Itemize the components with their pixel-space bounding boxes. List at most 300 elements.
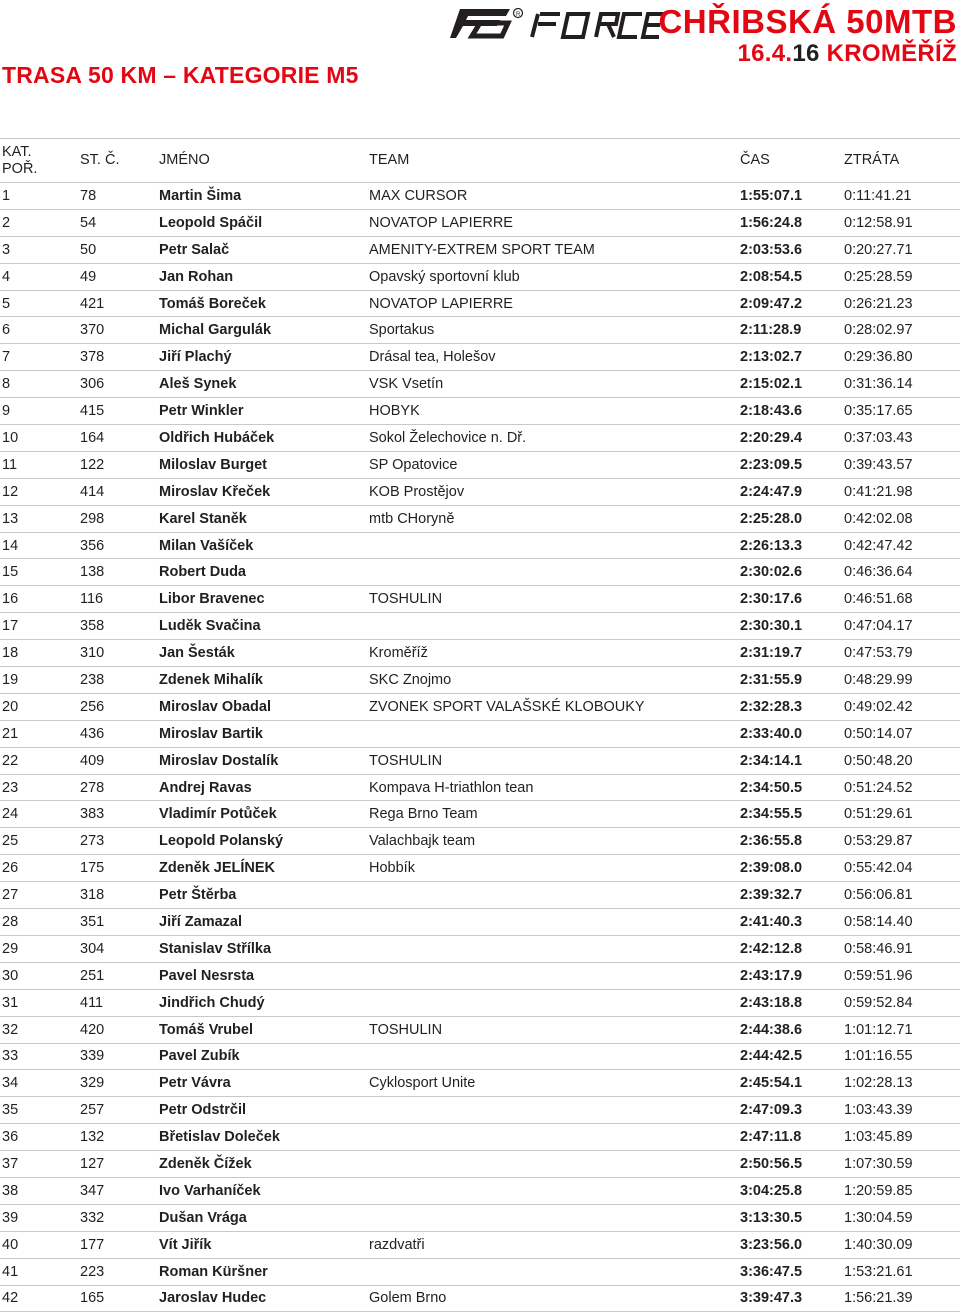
rider-name-cell: Libor Bravenec [159, 591, 265, 608]
rank-cell: 39 [2, 1209, 19, 1226]
rider-name-cell: Michal Gargulák [159, 322, 272, 339]
table-row [0, 801, 960, 828]
time-cell: 2:47:09.3 [740, 1102, 803, 1119]
team-cell: Opavský sportovní klub [369, 268, 520, 285]
team-cell [367, 909, 738, 936]
rank-cell: 42 [2, 1290, 19, 1307]
rider-name-cell: Petr Odstrčil [159, 1102, 247, 1119]
team-cell: razdvatři [369, 1236, 425, 1253]
start-number-cell: 329 [80, 1075, 105, 1092]
team-cell: Valachbajk team [369, 833, 476, 850]
team-cell [367, 1177, 738, 1204]
start-number-cell: 378 [80, 349, 105, 366]
time-cell: 2:39:32.7 [740, 887, 803, 904]
time-cell: 2:15:02.1 [740, 376, 803, 393]
team-cell: NOVATOP LAPIERRE [369, 295, 513, 312]
rider-name-cell: Petr Winkler [159, 403, 244, 420]
start-number-cell: 138 [80, 564, 105, 581]
start-number-cell: 238 [80, 671, 105, 688]
loss-cell: 1:01:12.71 [844, 1021, 913, 1038]
loss-cell: 0:53:29.87 [844, 833, 913, 850]
rank-cell: 23 [2, 779, 19, 796]
time-cell: 2:24:47.9 [740, 483, 803, 500]
loss-cell: 0:46:51.68 [844, 591, 913, 608]
rank-cell: 30 [2, 967, 19, 984]
table-row [0, 1124, 960, 1151]
start-number-cell: 310 [80, 645, 105, 662]
time-cell: 2:11:28.9 [740, 322, 802, 339]
start-number-cell: 49 [80, 268, 97, 285]
rider-name-cell: Jindřich Chudý [159, 994, 265, 1011]
rank-cell: 32 [2, 1021, 19, 1038]
time-cell: 2:41:40.3 [740, 913, 803, 930]
loss-cell: 1:07:30.59 [844, 1156, 913, 1172]
loss-cell: 0:59:52.84 [844, 994, 913, 1011]
event-date-place [737, 40, 957, 68]
start-number-cell: 304 [80, 940, 105, 957]
team-cell [367, 1258, 738, 1285]
rank-cell: 25 [2, 833, 19, 850]
loss-cell: 1:53:21.61 [844, 1263, 913, 1280]
event-date-day-month: 16.4. [737, 40, 793, 67]
loss-cell: 0:51:29.61 [844, 806, 913, 823]
table-row [0, 720, 960, 747]
loss-cell: 0:51:24.52 [844, 779, 913, 796]
rider-name-cell: Karel Staněk [159, 510, 247, 527]
rider-name-cell: Andrej Ravas [159, 779, 252, 796]
rider-name-cell: Petr Štěrba [159, 887, 237, 904]
team-cell: Drásal tea, Holešov [369, 349, 496, 366]
table-row [0, 1231, 960, 1258]
start-number-cell: 175 [80, 860, 105, 877]
rank-cell: 22 [2, 752, 19, 769]
loss-cell: 0:31:36.14 [844, 376, 913, 393]
time-cell: 2:47:11.8 [740, 1129, 802, 1146]
team-cell: SKC Znojmo [369, 671, 452, 688]
table-row [0, 1204, 960, 1231]
start-number-cell: 411 [80, 994, 104, 1011]
table-row [0, 613, 960, 640]
results-table [0, 138, 960, 1312]
table-header-row [0, 139, 960, 183]
team-cell: AMENITY-EXTREM SPORT TEAM [369, 241, 595, 258]
table-row [0, 586, 960, 613]
table-row [0, 1070, 960, 1097]
time-cell: 2:30:17.6 [740, 591, 803, 608]
loss-cell: 0:25:28.59 [844, 268, 913, 285]
rider-name-cell: Zdenek Mihalík [159, 671, 263, 688]
rank-cell: 11 [2, 456, 18, 473]
start-number-cell: 347 [80, 1182, 105, 1199]
loss-cell: 0:50:14.07 [844, 725, 913, 742]
time-cell: 2:03:53.6 [740, 241, 803, 258]
table-row [0, 1285, 960, 1312]
rider-name-cell: Tomáš Boreček [159, 295, 266, 312]
start-number-cell: 298 [80, 510, 105, 527]
rider-name-cell: Jaroslav Hudec [159, 1290, 267, 1307]
time-cell: 2:39:08.0 [740, 860, 803, 877]
team-cell [367, 962, 738, 989]
table-row [0, 962, 960, 989]
rank-cell: 26 [2, 860, 19, 877]
table-row [0, 505, 960, 532]
start-number-cell: 54 [80, 214, 97, 231]
table-row [0, 236, 960, 263]
team-cell: MAX CURSOR [369, 187, 468, 204]
team-cell: Rega Brno Team [369, 806, 478, 823]
time-cell: 2:08:54.5 [740, 268, 803, 285]
start-number-cell: 351 [80, 913, 105, 930]
rider-name-cell: Miloslav Burget [159, 456, 267, 473]
rank-cell: 29 [2, 940, 19, 957]
team-cell: Sportakus [369, 322, 435, 339]
column-header-number: ST. Č. [80, 152, 120, 168]
start-number-cell: 414 [80, 483, 105, 500]
rider-name-cell: Dušan Vrága [159, 1209, 247, 1226]
rank-cell: 10 [2, 429, 19, 446]
time-cell: 2:45:54.1 [740, 1075, 803, 1092]
loss-cell: 0:42:02.08 [844, 510, 913, 527]
start-number-cell: 318 [80, 887, 105, 904]
rider-name-cell: Miroslav Dostalík [159, 752, 279, 769]
loss-cell: 1:30:04.59 [844, 1209, 913, 1226]
loss-cell: 0:47:53.79 [844, 645, 913, 662]
loss-cell: 0:37:03.43 [844, 429, 913, 446]
column-header-time: ČAS [740, 152, 770, 168]
loss-cell: 0:55:42.04 [844, 860, 913, 877]
start-number-cell: 358 [80, 618, 105, 635]
loss-cell: 0:50:48.20 [844, 752, 913, 769]
rider-name-cell: Pavel Zubík [159, 1048, 240, 1065]
start-number-cell: 273 [80, 833, 105, 850]
start-number-cell: 420 [80, 1021, 105, 1038]
start-number-cell: 122 [80, 456, 105, 473]
table-row [0, 774, 960, 801]
rider-name-cell: Petr Salač [159, 241, 230, 258]
time-cell: 2:32:28.3 [740, 698, 803, 715]
event-date-year: 16 [792, 40, 820, 67]
rider-name-cell: Robert Duda [159, 564, 246, 581]
rank-cell: 7 [2, 349, 11, 366]
rider-name-cell: Leopold Spáčil [159, 214, 263, 231]
table-row [0, 398, 960, 425]
start-number-cell: 177 [80, 1236, 105, 1253]
team-cell: Cyklosport Unite [369, 1075, 476, 1092]
loss-cell: 0:12:58.91 [844, 214, 913, 231]
team-cell: mtb CHoryně [369, 510, 455, 527]
team-cell: Hobbík [369, 860, 415, 877]
loss-cell: 0:56:06.81 [844, 887, 913, 904]
loss-cell: 1:01:16.55 [844, 1048, 913, 1065]
time-cell: 2:20:29.4 [740, 429, 803, 446]
rider-name-cell: Petr Vávra [159, 1075, 231, 1092]
team-cell [367, 1043, 738, 1070]
time-cell: 2:13:02.7 [740, 349, 803, 366]
svg-text:R: R [516, 12, 521, 18]
start-number-cell: 50 [80, 241, 97, 258]
time-cell: 2:34:55.5 [740, 806, 803, 823]
time-cell: 2:33:40.0 [740, 725, 803, 742]
team-cell: KOB Prostějov [369, 483, 465, 500]
rider-name-cell: Milan Vašíček [159, 537, 254, 554]
rank-cell: 31 [2, 994, 19, 1011]
loss-cell: 0:11:41.21 [844, 187, 912, 204]
time-cell: 3:13:30.5 [740, 1209, 803, 1226]
start-number-cell: 251 [80, 967, 105, 984]
loss-cell: 0:58:46.91 [844, 940, 913, 957]
table-row [0, 317, 960, 344]
start-number-cell: 306 [80, 376, 105, 393]
table-row [0, 263, 960, 290]
rank-cell: 35 [2, 1102, 19, 1119]
start-number-cell: 78 [80, 187, 97, 204]
rank-cell: 14 [2, 537, 19, 554]
table-row [0, 640, 960, 667]
team-cell [367, 1097, 738, 1124]
start-number-cell: 421 [80, 295, 105, 312]
start-number-cell: 332 [80, 1209, 105, 1226]
time-cell: 2:44:42.5 [740, 1048, 803, 1065]
rider-name-cell: Luděk Svačina [159, 618, 261, 635]
rank-cell: 40 [2, 1236, 19, 1253]
table-row [0, 882, 960, 909]
rider-name-cell: Miroslav Křeček [159, 483, 271, 500]
team-cell: HOBYK [369, 403, 420, 420]
time-cell: 2:50:56.5 [740, 1156, 803, 1172]
rank-cell: 13 [2, 510, 19, 527]
start-number-cell: 415 [80, 403, 105, 420]
loss-cell: 1:20:59.85 [844, 1182, 913, 1199]
rank-cell: 8 [2, 376, 11, 393]
page-header [0, 0, 960, 130]
start-number-cell: 256 [80, 698, 105, 715]
start-number-cell: 370 [80, 322, 105, 339]
rider-name-cell: Stanislav Střílka [159, 940, 272, 957]
loss-cell: 0:20:27.71 [844, 241, 913, 258]
start-number-cell: 356 [80, 537, 105, 554]
rank-cell: 37 [2, 1156, 19, 1172]
rank-cell: 1 [2, 187, 11, 204]
time-cell: 2:09:47.2 [740, 295, 803, 312]
rider-name-cell: Vít Jiřík [159, 1236, 212, 1253]
loss-cell: 0:46:36.64 [844, 564, 913, 581]
rank-cell: 27 [2, 887, 19, 904]
rank-cell: 21 [2, 725, 19, 742]
table-row [0, 371, 960, 398]
rank-cell: 6 [2, 322, 11, 339]
table-row [0, 1043, 960, 1070]
team-cell [367, 720, 738, 747]
loss-cell: 1:40:30.09 [844, 1236, 913, 1253]
rider-name-cell: Miroslav Obadal [159, 698, 272, 715]
rider-name-cell: Tomáš Vrubel [159, 1021, 254, 1038]
table-row [0, 290, 960, 317]
team-cell [367, 989, 738, 1016]
table-row [0, 1097, 960, 1124]
rank-cell: 4 [2, 268, 11, 285]
team-cell [367, 935, 738, 962]
loss-cell: 1:03:43.39 [844, 1102, 913, 1119]
loss-cell: 0:28:02.97 [844, 322, 913, 339]
table-row [0, 478, 960, 505]
start-number-cell: 116 [80, 591, 104, 608]
team-cell: Golem Brno [369, 1290, 447, 1307]
team-cell [367, 882, 738, 909]
time-cell: 3:36:47.5 [740, 1263, 803, 1280]
time-cell: 3:23:56.0 [740, 1236, 803, 1253]
loss-cell: 0:29:36.80 [844, 349, 913, 366]
table-row [0, 183, 960, 210]
table-row [0, 667, 960, 694]
table-row [0, 1177, 960, 1204]
rider-name-cell: Martin Šima [159, 187, 242, 204]
time-cell: 2:30:30.1 [740, 618, 803, 635]
rank-cell: 5 [2, 295, 11, 312]
time-cell: 2:31:19.7 [740, 645, 803, 662]
team-cell: TOSHULIN [369, 591, 443, 608]
loss-cell: 0:41:21.98 [844, 483, 913, 500]
time-cell: 2:34:14.1 [740, 752, 803, 769]
rank-cell: 3 [2, 241, 11, 258]
start-number-cell: 127 [80, 1156, 105, 1172]
category-title: TRASA 50 KM – KATEGORIE M5 [2, 62, 359, 88]
rider-name-cell: Břetislav Doleček [159, 1129, 280, 1146]
rank-cell: 18 [2, 645, 19, 662]
rider-name-cell: Jiří Zamazal [159, 913, 243, 930]
table-row [0, 451, 960, 478]
rank-cell: 36 [2, 1129, 19, 1146]
table-row [0, 989, 960, 1016]
loss-cell: 1:56:21.39 [844, 1290, 913, 1307]
rank-cell: 9 [2, 403, 11, 420]
table-row [0, 747, 960, 774]
loss-cell: 0:49:02.42 [844, 698, 913, 715]
start-number-cell: 132 [80, 1129, 105, 1146]
time-cell: 2:43:18.8 [740, 994, 803, 1011]
time-cell: 2:18:43.6 [740, 403, 803, 420]
rank-cell: 17 [2, 618, 19, 635]
time-cell: 3:39:47.3 [740, 1290, 803, 1307]
column-header-loss: ZTRÁTA [844, 152, 900, 168]
rank-cell: 28 [2, 913, 19, 930]
rider-name-cell: Ivo Varhaníček [159, 1182, 261, 1199]
start-number-cell: 165 [80, 1290, 105, 1307]
loss-cell: 1:02:28.13 [844, 1075, 913, 1092]
rank-cell: 41 [2, 1263, 19, 1280]
start-number-cell: 164 [80, 429, 105, 446]
table-row [0, 559, 960, 586]
table-row [0, 1258, 960, 1285]
rank-cell: 16 [2, 591, 19, 608]
rider-name-cell: Jiří Plachý [159, 349, 232, 366]
team-cell [367, 559, 738, 586]
time-cell: 2:34:50.5 [740, 779, 803, 796]
start-number-cell: 339 [80, 1048, 105, 1065]
team-cell: Sokol Želechovice n. Dř. [369, 429, 527, 446]
rank-cell: 19 [2, 671, 19, 688]
loss-cell: 0:26:21.23 [844, 295, 913, 312]
rank-cell: 38 [2, 1182, 19, 1199]
time-cell: 2:23:09.5 [740, 456, 803, 473]
rider-name-cell: Jan Šesták [159, 645, 235, 662]
time-cell: 1:55:07.1 [740, 187, 803, 204]
rank-cell: 15 [2, 564, 19, 581]
table-row [0, 209, 960, 236]
rider-name-cell: Vladimír Potůček [159, 806, 277, 823]
table-row [0, 1016, 960, 1043]
event-title: CHŘIBSKÁ 50MTB [658, 3, 957, 40]
table-row [0, 909, 960, 936]
table-row [0, 532, 960, 559]
loss-cell: 0:47:04.17 [844, 618, 913, 635]
team-cell: VSK Vsetín [369, 376, 444, 393]
time-cell: 2:26:13.3 [740, 537, 803, 554]
rank-cell: 34 [2, 1075, 19, 1092]
team-cell: TOSHULIN [369, 1021, 443, 1038]
loss-cell: 0:48:29.99 [844, 671, 913, 688]
time-cell: 2:25:28.0 [740, 510, 803, 527]
table-row [0, 828, 960, 855]
rank-cell: 24 [2, 806, 19, 823]
time-cell: 1:56:24.8 [740, 214, 803, 231]
rider-name-cell: Oldřich Hubáček [159, 429, 275, 446]
team-cell [367, 1204, 738, 1231]
event-place: KROMĚŘÍŽ [826, 40, 957, 67]
rider-name-cell: Pavel Nesrsta [159, 967, 255, 984]
rider-name-cell: Zdeněk JELÍNEK [159, 860, 276, 877]
loss-cell: 0:42:47.42 [844, 537, 913, 554]
time-cell: 2:42:12.8 [740, 940, 803, 957]
team-cell: Kroměříž [369, 645, 428, 662]
start-number-cell: 223 [80, 1263, 105, 1280]
time-cell: 2:44:38.6 [740, 1021, 803, 1038]
loss-cell: 0:58:14.40 [844, 913, 913, 930]
rank-cell: 20 [2, 698, 19, 715]
start-number-cell: 436 [80, 725, 105, 742]
force-logo [448, 6, 666, 40]
rider-name-cell: Roman Küršner [159, 1263, 268, 1280]
table-body [0, 183, 960, 1312]
team-cell: ZVONEK SPORT VALAŠSKÉ KLOBOUKY [369, 698, 645, 715]
column-header-name: JMÉNO [159, 152, 210, 168]
table-row [0, 1151, 960, 1178]
rider-name-cell: Zdeněk Čížek [159, 1156, 252, 1172]
team-cell: NOVATOP LAPIERRE [369, 214, 513, 231]
team-cell [367, 613, 738, 640]
time-cell: 2:36:55.8 [740, 833, 803, 850]
start-number-cell: 257 [80, 1102, 105, 1119]
start-number-cell: 383 [80, 806, 105, 823]
loss-cell: 1:03:45.89 [844, 1129, 913, 1146]
team-cell: Kompava H-triathlon tean [369, 779, 534, 796]
start-number-cell: 409 [80, 752, 105, 769]
rider-name-cell: Aleš Synek [159, 376, 237, 393]
loss-cell: 0:59:51.96 [844, 967, 913, 984]
rider-name-cell: Miroslav Bartik [159, 725, 263, 742]
table-row [0, 425, 960, 452]
team-cell [367, 532, 738, 559]
column-header-team: TEAM [369, 152, 410, 168]
time-cell: 2:30:02.6 [740, 564, 803, 581]
table-row [0, 935, 960, 962]
rider-name-cell: Leopold Polanský [159, 833, 284, 850]
loss-cell: 0:35:17.65 [844, 403, 913, 420]
team-cell [367, 1124, 738, 1151]
team-cell: SP Opatovice [369, 456, 458, 473]
loss-cell: 0:39:43.57 [844, 456, 913, 473]
start-number-cell: 278 [80, 779, 105, 796]
rank-cell: 2 [2, 214, 11, 231]
